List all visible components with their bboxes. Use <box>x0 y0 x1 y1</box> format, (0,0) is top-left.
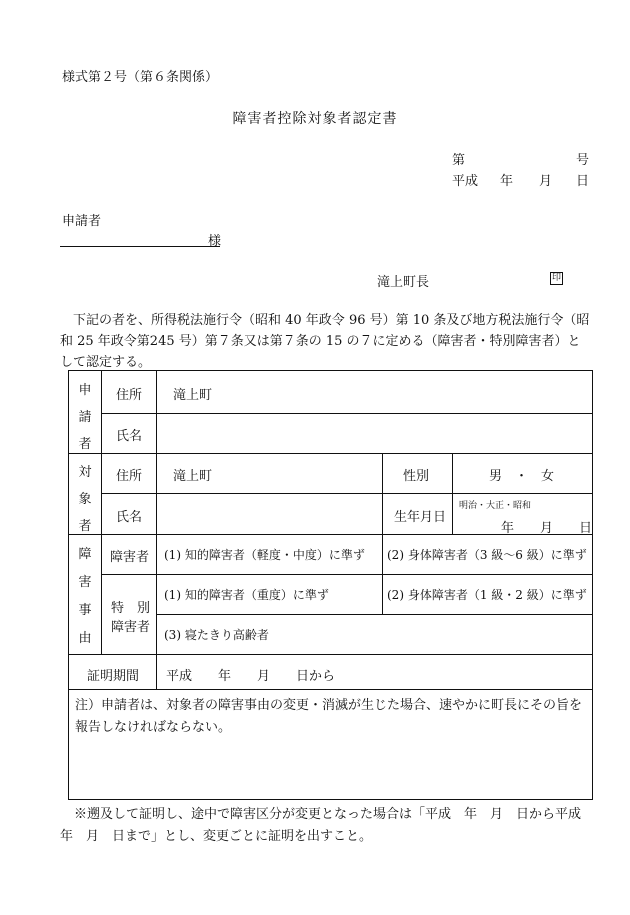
row-divider <box>69 654 593 655</box>
doc-number-label: 第 <box>452 153 466 168</box>
date-year-label: 年 <box>500 174 514 189</box>
date-month-label: 月 <box>539 174 553 189</box>
col-divider <box>452 453 453 534</box>
applicant-label: 申請者 <box>62 214 102 229</box>
subject-address-value[interactable]: 滝上町 <box>173 469 213 484</box>
disabled-label: 障害者 <box>110 550 150 565</box>
reason-option-1[interactable]: (1) 知的障害者（軽度・中度）に準ず <box>164 548 365 562</box>
gender-label: 性別 <box>403 469 430 484</box>
document-title: 障害者控除対象者認定書 <box>232 111 398 127</box>
applicant-address-value[interactable]: 滝上町 <box>173 388 213 403</box>
col-divider <box>156 371 157 689</box>
period-label: 証明期間 <box>87 669 140 684</box>
reason-group-label: 障 害 事 由 <box>78 547 92 646</box>
col-divider <box>382 453 383 614</box>
birthdate-label: 生年月日 <box>394 510 447 525</box>
gender-options[interactable]: 男 ・ 女 <box>489 469 555 484</box>
birth-era-options[interactable]: 明治・大正・昭和 <box>459 501 532 511</box>
issuer-title: 滝上町長 <box>377 275 430 290</box>
special-disabled-label-2: 障害者 <box>111 620 151 635</box>
subject-address-label: 住所 <box>116 469 143 484</box>
special-disabled-label-1: 特 別 <box>111 601 151 616</box>
applicant-name-field[interactable] <box>173 425 573 443</box>
reason-option-2[interactable]: (2) 身体障害者（3 級～6 級）に準ず <box>387 548 587 562</box>
birth-date-fields[interactable]: 年 月 日 <box>501 521 593 536</box>
subject-name-label: 氏名 <box>116 510 143 525</box>
notice-text: 注）申請者は、対象者の障害事由の変更・消滅が生じた場合、速やかに町長にその旨を報告しなければならない。 <box>75 698 583 735</box>
row-divider <box>101 413 593 414</box>
special-option-1[interactable]: (1) 知的障害者（重度）に準ず <box>164 588 329 602</box>
doc-number-suffix: 号 <box>576 153 590 168</box>
applicant-name-line <box>60 246 220 247</box>
form-number: 様式第２号（第６条関係） <box>62 70 219 85</box>
applicant-group-label: 申 請 者 <box>78 383 92 452</box>
special-option-2[interactable]: (2) 身体障害者（1 級・2 級）に準ず <box>387 588 587 602</box>
applicant-name-label: 氏名 <box>116 429 143 444</box>
row-divider <box>101 574 593 575</box>
date-day-label: 日 <box>576 174 590 189</box>
special-option-3[interactable]: (3) 寝たきり高齢者 <box>164 628 269 642</box>
subject-group-label: 対 象 者 <box>78 465 92 534</box>
row-divider <box>69 453 593 454</box>
row-divider <box>156 614 593 615</box>
applicant-honorific: 様 <box>208 234 222 249</box>
certification-table <box>68 370 593 800</box>
applicant-address-label: 住所 <box>116 388 143 403</box>
col-divider <box>101 371 102 654</box>
intro-text: 下記の者を、所得税法施行令（昭和 40 年政令 96 号）第 10 条及び地方税法施行令（昭和 25 年政令第245 号）第７条又は第７条の 15 の７に定める（障害者・特別障害者）として認定する。 <box>60 313 590 370</box>
footnote: ※遡及して証明し、途中で障害区分が変更となった場合は「平成 年 月 日から平成 年 月 日まで」とし、変更ごとに証明を出すこと。 <box>60 807 595 844</box>
row-divider <box>101 493 593 494</box>
date-era: 平成 <box>452 174 479 189</box>
subject-name-field[interactable] <box>173 506 373 524</box>
row-divider <box>69 689 593 690</box>
period-value[interactable]: 平成 年 月 日から <box>166 669 336 684</box>
seal-mark: 印 <box>551 273 561 283</box>
